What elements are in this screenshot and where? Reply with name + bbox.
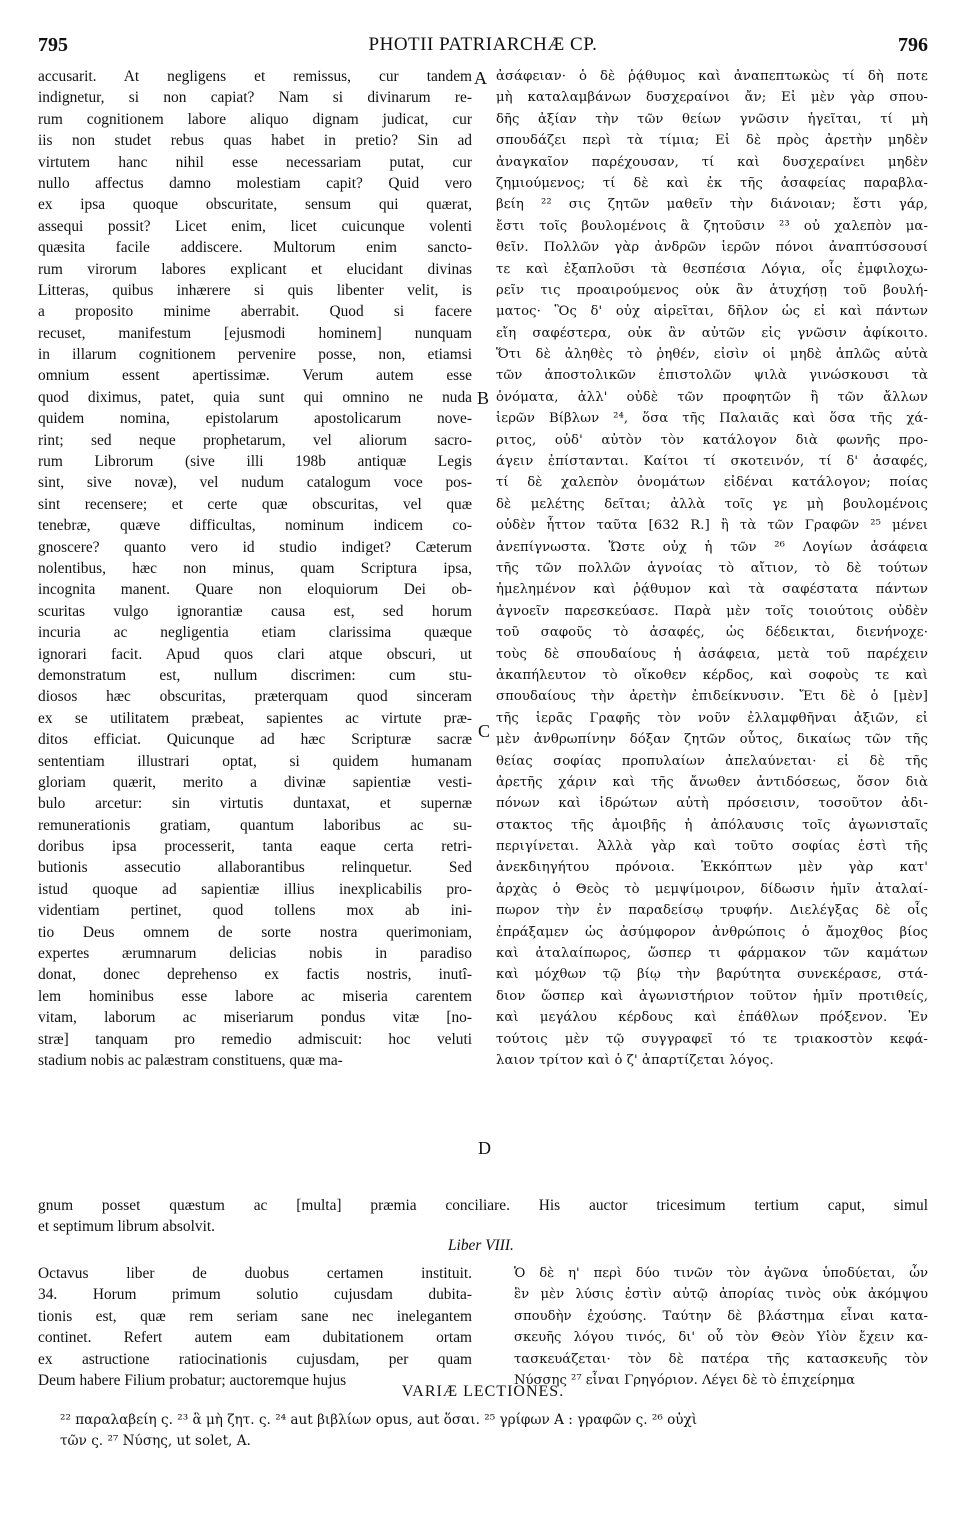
latin-col-line: remunerationis gratiam, quantum laboribus ac su- <box>38 816 472 834</box>
greek-col-line: διον ὥσπερ καὶ ἀγωνιστήριον τοῦτον ἡμῖν προτιθείς, <box>496 988 928 1004</box>
greek-col-line: ἐπράξαμεν ὡς ἀσύμφορον ἀνθρώποις ὁ ἄμοχθος βίος <box>496 924 928 940</box>
greek-col-line: τί δὲ χαλεπὸν ὀνομάτων εἰδέναι κατάλογον; ποίας <box>496 475 928 491</box>
greek-col-line: τοῦ σαφοῦς τὸ ἀσαφές, ὡς δέδεικται, διενήνοχε· <box>496 625 928 641</box>
greek-col-line: Ὅτι δὲ ἀληθὲς τὸ ῥηθέν, εἰσὶν οἱ μηδὲ ἁπλῶς αὐτὰ <box>496 347 928 363</box>
latin-col-line: accusarit. At negligens et remissus, cur tandem <box>38 68 472 85</box>
greek-col-line: τούτοις μὲν τῷ συγγραφεῖ τό τε τριακοστὸν κεφά- <box>496 1031 928 1047</box>
greek-col-line: ἀρετῆς χάριν καὶ τῆς ἄνωθεν ἀντιδόσεως, ὅσον διὰ <box>496 774 928 790</box>
margin-marker-c: C <box>478 721 491 741</box>
latin-col-line: bulo arcetur: sin virtutis duntaxat, et supernæ <box>38 795 472 813</box>
latin-col-line: rint; sed neque prophetarum, vel aliorum sacro- <box>38 431 472 449</box>
greek-col-line: ἀναγκαῖον παρέχουσαν, τί καὶ δυσχεραίνει μηδὲν <box>496 154 928 170</box>
latin-col-line: quod diximus, patet, quia sunt qui omnino ne nuda <box>38 388 472 406</box>
margin-marker-b: B <box>477 388 490 408</box>
full-lines-line: et septimum librum absolvit. <box>38 1218 215 1236</box>
greek-col-line: τοὺς δὲ σπουδαίους ἡ ἀσάφεια, μετὰ τοῦ παρέχειν <box>496 646 928 662</box>
greek-col2-line: τασκευάζεται· τὸν δὲ πατέρα τῆς κατασκευῆς τὸν <box>514 1351 928 1367</box>
greek-col-line: ἀγνοεῖν παρεσκεύασε. Παρὰ μὲν τοῖς τοιούτοις οὐδὲν <box>496 603 928 619</box>
latin-col-line: Litteras, quibus inhærere si quis libenter velit, is <box>38 281 472 299</box>
latin-col-line: ex se utilitatem præbeat, sapientes ac virtute præ- <box>38 709 472 727</box>
greek-col-line: περιγίνεται. Ἀλλὰ γὰρ καὶ τοῦτο σοφίας ἐστὶ τῆς <box>496 839 928 855</box>
latin-col2-line: Deum habere Filium probatur; auctoremque hujus <box>38 1371 347 1389</box>
latin-col-line: rum virorum labores explicant et elucidant divinas <box>38 260 472 278</box>
latin-col-line: incognita manent. Quare non eloquiorum Dei ob- <box>38 581 472 599</box>
margin-marker-d: D <box>478 1138 491 1158</box>
greek-col-line: σπουδάζει περὶ τὰ τίμια; Εἰ δὲ πρὸς ἀρετὴν μηδὲν <box>496 133 928 149</box>
latin-col-line: sententiam illustrari optat, si quidem humanam <box>38 752 472 770</box>
greek-col-line: ἀσάφειαν· ὁ δὲ ῥᾴθυμος καὶ ἀναπεπτωκὼς τί δὴ ποτε <box>496 69 928 84</box>
greek-col-line: καὶ μεγάλου κέρδους καὶ ἐπάθλων πρόξενον. Ἐν <box>496 1010 928 1026</box>
latin-col2-line: 34. Horum primum solutio cujusdam dubita- <box>38 1286 472 1304</box>
greek-col2-line: σπουδὴν ἐχούσης. Ταύτην δὲ βλάστημα εἶναι κατα- <box>514 1308 928 1324</box>
running-title: PHOTII PATRIARCHÆ CP. <box>368 34 598 55</box>
greek-col-line: ἀνεκδιηγήτου πρόνοια. Ἐκκόπτων μὲν γὰρ κατ' <box>496 860 928 876</box>
latin-col-line: lem hominibus esse labore ac miseria carentem <box>38 987 472 1005</box>
latin-col-line: diosos hæc obscuritas, præterquam quod sinceram <box>38 688 472 706</box>
greek-col-line: στακτος τῆς ἀμοιβῆς ἡ ἀπόλαυσις τοῖς ἀγωνισταῖς <box>496 817 928 833</box>
greek-col-line: καὶ ἀταλαίπωρος, ὥσπερ τι φάρμακον τῶν καμάτων <box>496 946 928 962</box>
latin-col-line: virtutem hanc nihil esse necessariam putat, cur <box>38 153 472 171</box>
latin-column-book8 <box>38 1263 472 1391</box>
latin-col-line: videntiam pertinet, quod tollens mox ab ini- <box>38 902 472 920</box>
greek-col-line: οὐδὲν ἧττον ταῦτα [632 R.] ἢ τὰ τῶν Γραφῶν ²⁵ μένει <box>496 518 928 534</box>
greek-col-line: θεῖν. Πολλῶν γὰρ ἀνδρῶν ἱερῶν πόνοι ἀναπτύσσουσί <box>496 240 928 256</box>
latin-col-line: iis non studet rebus quas habet in pretio? Sin ad <box>38 132 472 150</box>
page-number-left: 795 <box>38 34 68 56</box>
latin-column <box>38 66 472 1071</box>
latin-col-line: stadium nobis ac palæstram constituens, quæ ma- <box>38 1051 343 1069</box>
page-number-right: 796 <box>898 34 928 56</box>
greek-col-line: ζημιούμενος; τί δὲ καὶ ἐκ τῆς ἀσαφείας παραβλα- <box>496 175 928 191</box>
greek-col-line: δὲ μελέτης δεῖται; ἀλλὰ τοῖς γε μὴ βουλομένοις <box>496 496 928 512</box>
latin-col-line: gnoscere? quanto vero id studio indiget? Cæterum <box>38 538 472 556</box>
latin-col-line: butionis assecutio allaborantibus relinquetur. Sed <box>38 859 472 877</box>
latin-col-line: sint, sive novæ), vel nudum catalogum voce pos- <box>38 474 472 492</box>
latin-col-line: ignorari facit. Apud quos clari atque obscuri, ut <box>38 645 472 663</box>
greek-col-line: τῆς ἱερᾶς Γραφῆς τὸν νοῦν ἐλλαμφθῆναι ἀξιῶν, εἰ <box>496 710 928 726</box>
latin-col-line: assequi possit? Licet enim, licet cuicunque volenti <box>38 217 472 235</box>
latin-col-line: doribus ipsa processerit, tanta eaque certa retri- <box>38 838 472 856</box>
latin-col-line: sint recensere; et certe quæ obscuritas, vel quæ <box>38 495 472 513</box>
latin-col-line: quidem nomina, epistolarum apostolicarum nove- <box>38 410 472 428</box>
latin-col-line: rum cognitionem labore aliquo dignam judicat, cur <box>38 110 472 128</box>
greek-col-line: άγειν ἐπίστανται. Καίτοι τί σκοτεινόν, τί δ' ἀσαφές, <box>496 454 928 470</box>
greek-col-line: ἔστι τοῖς βουλομένοις ἃ ζητοῦσιν ²³ οὐ χαλεπὸν μα- <box>496 218 928 234</box>
greek-col-line: δῆς ἀξίαν τὴν τῶν θείων γνῶσιν ἡγεῖται, τί μὴ <box>496 111 928 127</box>
latin-col-line: recuset, manifestum [ejusmodi hominem] nunquam <box>38 324 472 342</box>
greek-col-line: σπουδαίους τὴν ἀρετὴν ἐπιδείκνυσιν. Ἔτι δὲ ὁ [μὲν] <box>496 689 928 705</box>
greek-col-line: μὲν ἀνθρωπίνην δόξαν ζητῶν οὗτος, δικαίως τῶν τῆς <box>496 732 928 748</box>
full-lines-line: gnum posset quæstum ac [multa] præmia conciliare. His auctor tricesimum tertium caput, simul <box>38 1197 928 1214</box>
full-width-text <box>38 1195 928 1238</box>
greek-col-line: τῆς τῶν πολλῶν ἀγνοίας τὸ αἴτιον, τὸ δὲ τούτων <box>496 560 928 576</box>
latin-col-line: nolentibus, hæc non minus, quam Scriptura ipsa, <box>38 559 472 577</box>
latin-col2-line: continet. Refert autem eam dubitationem ortam <box>38 1329 472 1347</box>
latin-col-line: vitam, laborum ac miseriarum pondus vitæ [no- <box>38 1009 472 1027</box>
latin-col-line: donat, donec deprehenso ex factis nostris, inutî- <box>38 966 472 984</box>
greek-column-book8 <box>514 1263 928 1391</box>
greek-col-line: βείη ²² σις ζητῶν μαθεῖν τὴν διάνοιαν; ἔστι γάρ, <box>496 197 928 213</box>
greek-col-line: πωρον τὴν ἐν παραδείσῳ τρυφήν. Διελέγξας δὲ οἷς <box>496 903 928 919</box>
greek-col2-line: σκευῆς λόγου τινός, δι' οὗ τὸν Θεὸν Υἱὸν ἔχειν κα- <box>514 1330 928 1346</box>
latin-col2-line: ex astructione ratiocinationis cujusdam, per quam <box>38 1350 472 1368</box>
greek-column <box>496 66 928 1071</box>
latin-col-line: tenebræ, quæve difficultas, nominum indicem co- <box>38 517 472 535</box>
greek-col2-line: Ὁ δὲ η' περὶ δύο τινῶν τὸν ἀγῶνα ὑποδύεται, ὧν <box>514 1266 928 1281</box>
latin-col-line: expertes ærumnarum delicias nobis in paradiso <box>38 945 472 963</box>
greek-col-line: θείας σοφίας προπυλαίων ἀπελαύνεται· εἰ δὲ τῆς <box>496 753 928 769</box>
latin-col-line: demonstratum est, nullum discrimen: cum stu- <box>38 666 472 684</box>
latin-col-line: ex ipsa quoque obscuritate, sensum qui quærat, <box>38 196 472 214</box>
greek-col-line: ἱερῶν Βίβλων ²⁴, ὅσα τῆς Παλαιᾶς καὶ ὅσα τῆς χά- <box>496 411 928 427</box>
greek-col-line: ὀνόματα, ἀλλ' οὐδὲ τῶν προφητῶν ἢ τῶν ἄλλων <box>496 389 928 405</box>
margin-marker-a: A <box>474 68 487 88</box>
latin-col-line: incuria ac negligentia etiam clarissima quæque <box>38 624 472 642</box>
latin-col-line: in illarum cognitionem pervenire posse, non, etiamsi <box>38 346 472 364</box>
greek-col2-line: Νύσσης ²⁷ εἶναι Γρηγόριον. Λέγει δὲ τὸ ἐπιχείρημα <box>514 1372 856 1388</box>
latin-col-line: nullo affectus damno molestiam capit? Quid vero <box>38 174 472 192</box>
liber-heading: Liber VIII. <box>448 1237 514 1254</box>
page-header <box>38 34 928 64</box>
notes-line: τῶν ς. ²⁷ Νύσης, ut solet, A. <box>60 1433 251 1449</box>
greek-col-line: ριτος, οὐδ' αὐτὸν τὸν κατάλογον διὰ φωνῆς προ- <box>496 432 928 448</box>
latin-col-line: indignetur, si non capiat? Nam si divinarum re- <box>38 89 472 107</box>
greek-col-line: καὶ μόχθων τῷ βίῳ τὴν βαρύτητα συνεκέρασε, στά- <box>496 967 928 983</box>
greek-col-line: ρεῖν τις προαιρούμενος οὐκ ἂν ἀτυχήσῃ τοῦ βουλή- <box>496 282 928 298</box>
greek-col-line: εἴη σαφέστερα, οὐκ ἂν αὐτῶν εἰς γνῶσιν ἀφίκοιτο. <box>496 325 928 341</box>
latin-col-line: gloriam quærit, merito a divinæ sapientiæ vesti- <box>38 773 472 791</box>
latin-col-line: stræ] tanquam pro remedio admiscuit: hoc veluti <box>38 1030 472 1048</box>
greek-col-line: τῶν ἀποστολικῶν ἐπιστολῶν ψιλὰ γινώσκουσι τὰ <box>496 368 928 384</box>
latin-col-line: tio Deus omnem de sorte nostra querimoniam, <box>38 923 472 941</box>
latin-col-line: omnium essent apertissimæ. Verum autem esse <box>38 367 472 385</box>
greek-col-line: τε καὶ ἐξαπλοῦσι τὰ θεσπέσια Λόγια, οἷς ἐμφιλοχω- <box>496 261 928 277</box>
latin-col2-line: tionis est, quæ rem seriam sane nec inelegantem <box>38 1307 472 1325</box>
latin-col-line: scuritas vulgo ignorantiæ causa est, sed horum <box>38 602 472 620</box>
latin-col2-line: Octavus liber de duobus certamen instituit. <box>38 1265 472 1282</box>
greek-col-line: λαιον τρίτον καὶ ὁ ζ' ἀπαρτίζεται λόγος. <box>496 1052 774 1068</box>
latin-col-line: rum Librorum (sive illi 198b antiquæ Legis <box>38 453 472 471</box>
greek-col-line: ἠμελημένον καὶ ῥᾴθυμον καὶ τὰ σαφέστατα πάντων <box>496 582 928 598</box>
latin-col-line: a proposito minime aberrabit. Quod si facere <box>38 303 472 321</box>
notes-line: ²² παραλαβείη ς. ²³ ἃ μὴ ζητ. ς. ²⁴ aut βιβλίων opus, aut ὅσαι. ²⁵ γρίφων A : γραφῶν ς. ²⁶ οὐχὶ <box>60 1412 698 1428</box>
greek-col-line: ἀρχὰς ὁ Θεὸς τὸ μεμψίμοιρον, δίδωσιν ἡμῖν ἀταλαί- <box>496 881 928 897</box>
greek-col-line: ματος· Ὃς δ' οὐχ αἱρεῖται, δῆλον ὡς εἰ καὶ πάντων <box>496 304 928 320</box>
variant-readings-notes <box>60 1410 928 1452</box>
greek-col-line: μὴ καταλαμβάνων δυσχεραίνοι ἄν; Εἰ μὲν γὰρ σπου- <box>496 90 928 106</box>
latin-col-line: istud quoque ad sapientiæ illius inexplicabilis pro- <box>38 880 472 898</box>
variae-lectiones-heading: VARIÆ LECTIONES. <box>401 1383 565 1400</box>
greek-col-line: ἀκαπήλευτον τὸ οἴκοθεν κέρδος, καὶ σοφοὺς τε καὶ <box>496 667 928 683</box>
latin-col-line: ditos efficiat. Quicunque ad hæc Scripturæ sacræ <box>38 731 472 749</box>
greek-col-line: ἀνεπίγνωστα. Ὥστε οὐχ ἡ τῶν ²⁶ Λογίων ἀσάφεια <box>496 539 928 555</box>
greek-col-line: πόνων καὶ ἱδρώτων αὐτὴ πρόσεισιν, τοσοῦτον ἀδι- <box>496 796 928 812</box>
greek-col2-line: ἓν μὲν λύσις ἐστὶν αὐτῷ ἀπορίας τινὸς οὐκ ἀκόμψου <box>514 1287 928 1303</box>
latin-col-line: quæsita facile addiscere. Multorum enim sancto- <box>38 239 472 257</box>
